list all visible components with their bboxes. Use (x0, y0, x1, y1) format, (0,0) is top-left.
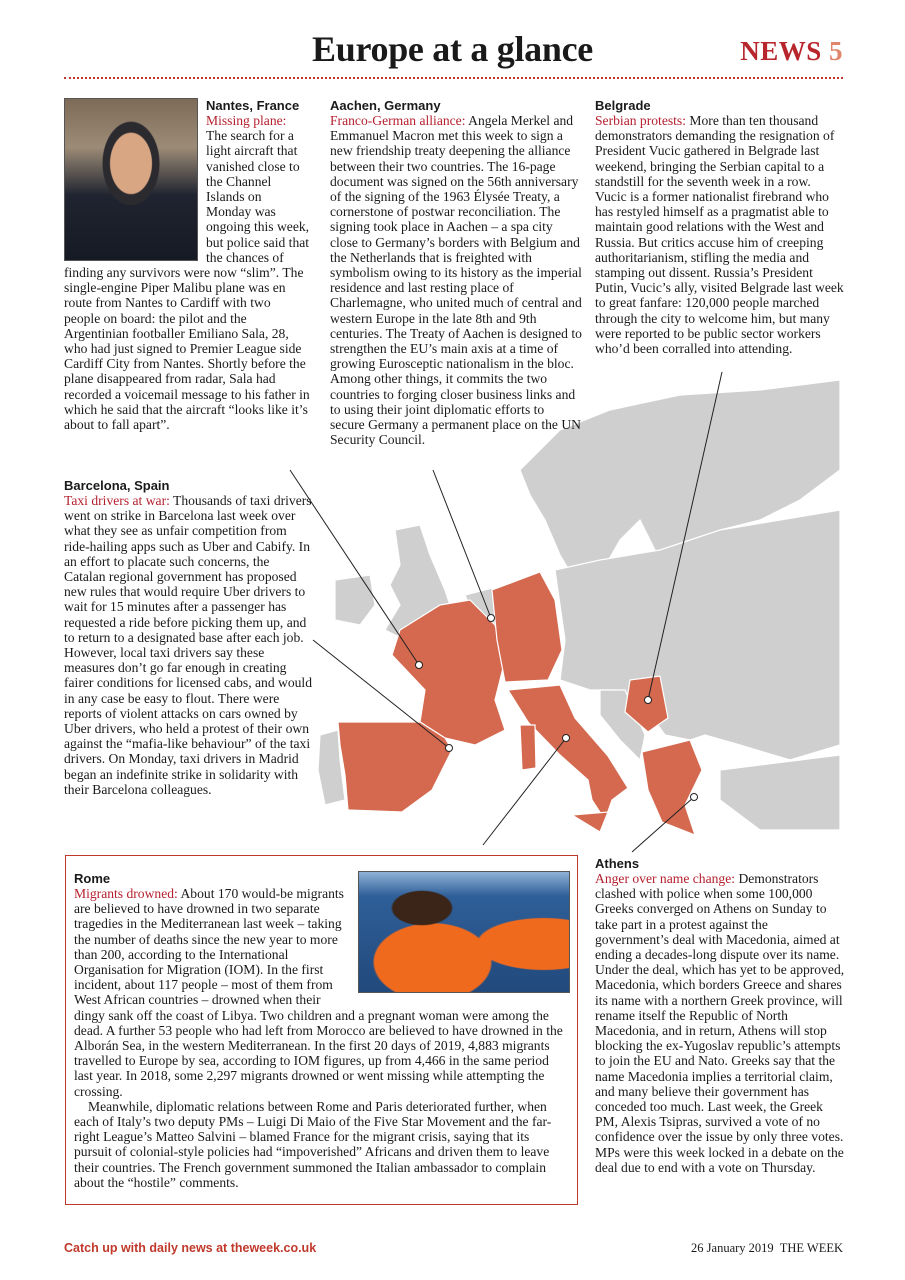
publication-name: THE WEEK (779, 1241, 843, 1255)
story-location: Rome (74, 871, 111, 886)
story-body: Demonstrators clashed with police when some 100,000 Greeks converged on Athens on Sunday to take part in a protest against the government’s deal with Macedonia, aimed at ending a decades-long dispute over its name. Under the deal, which has yet to be approved, Macedonia, which borders Greece and shares its name with a northern Greek province, will rename itself the Republic of North Macedonia, and in return, Athens will stop blocking the ex-Yugoslav republic’s attempts to join the EU and Nato. Greeks say that the name Macedonia implies a territorial claim, and many believe their government has conceded too much. Last week, the Greek PM, Alexis Tsipras, survived a vote of no confidence over the issue by only three votes. MPs were this week locked in a debate on the deal due to end with a vote on Thursday. (595, 871, 845, 1175)
story-kicker: Franco-German alliance: (330, 113, 466, 128)
story-kicker: Serbian protests: (595, 113, 686, 128)
story-location: Athens (595, 856, 640, 871)
marker-aachen (488, 615, 495, 622)
story-kicker: Taxi drivers at war: (64, 493, 170, 508)
emiliano-sala-photo (64, 98, 198, 261)
story-body: Angela Merkel and Emmanuel Macron met this week to sign a new friendship treaty deepening the alliance between their two countries. The 16-page document was signed on the 56th anniversary of the signing of the 1963 Élysée Treaty, a cornerstone of postwar reconciliation. The signing took place in Aachen – a spa city close to Germany’s borders with Belgium and the Netherlands that is freighted with symbolism owing to its history as the imperial residence and last resting place of Charlemagne, who united much of central and western Europe in the late 8th and 9th centuries. The Treaty of Aachen is designed to strengthen the EU’s main axis at a time of growing Eurosceptic nationalism in the bloc. Among other things, it commits the two countries to forging closer business links and to using their joint diplomatic efforts to secure Germany a permanent place on the UN Security Council. (330, 113, 582, 448)
footer-promo-link[interactable]: Catch up with daily news at theweek.co.uk (64, 1241, 317, 1255)
story-body: About 170 would-be migrants are believed to have drowned in two separate tragedies in the Mediterranean last week – taking the number of deaths since the new year to more than 200, according to the International Organisation for Migration (IOM). In the first incident, about 117 people – most of them from West African countries – drowned when their dingy sank off the coast of Libya. Two children and a pregnant woman were among the dead. A further 53 people who had left from Morocco are believed to have drowned in the Alborán Sea, in the western Mediterranean. In the first 20 days of 2019, 4,883 migrants travelled to Europe by sea, according to IOM figures, up from 4,466 in the same period last year. In 2018, some 2,297 migrants drowned or went missing while attempting the crossing. (74, 886, 563, 1099)
marker-belgrade (645, 697, 652, 704)
migrants-photo (358, 871, 570, 993)
map-turkey (720, 755, 840, 830)
footer-dateline (691, 1241, 843, 1256)
map-sardinia (520, 725, 536, 770)
story-location: Aachen, Germany (330, 98, 441, 113)
story-body: More than ten thousand demonstrators demanding the resignation of President Vucic gathered in Belgrade last weekend, bringing the Serbian capital to a standstill for the seventh week in a row. Vucic is a former nationalist firebrand who has restyled himself as a pragmatist able to maintain good relations with the West and Russia. But critics accuse him of creeping authoritarianism, stifling the media and stamping out dissent. Russia’s President Putin, Vucic’s ally, visited Belgrade last week to great fanfare: 120,000 people marched through the city to welcome him, but many were reported to be public sector workers who’d been corralled into attending. (595, 113, 844, 357)
map-sicily (572, 812, 608, 832)
story-nantes (64, 98, 310, 432)
page-title: Europe at a glance (312, 29, 593, 69)
map-greece (642, 740, 702, 835)
map-spain (338, 722, 452, 812)
story-location: Nantes, France (206, 98, 300, 113)
story-rome (74, 871, 570, 1190)
marker-barcelona (446, 745, 453, 752)
story-kicker: Anger over name change: (595, 871, 736, 886)
story-location: Belgrade (595, 98, 651, 113)
issue-date: 26 January 2019 (691, 1241, 774, 1255)
story-kicker: Migrants drowned: (74, 886, 178, 901)
section-name: NEWS (740, 36, 822, 66)
map-ireland (335, 575, 375, 625)
story-aachen (330, 98, 582, 447)
story-athens (595, 856, 845, 1175)
story-body: The search for a light aircraft that vanished close to the Channel Islands on Monday was ongoing this week, but police said that the chances of finding any survivors were now “slim”. The single-engine Piper Malibu plane was en route from Nantes to Cardiff with two people on board: the pilot and the Argentinian footballer Emiliano Sala, 28, who had just signed to Premier League side Cardiff City from Nantes. Shortly before the plane disappeared from radar, Sala had recorded a voicemail message to his father in which he said that the aircraft “looks like it’s about to fall apart”. (64, 128, 310, 433)
story-barcelona (64, 478, 314, 797)
story-location: Barcelona, Spain (64, 478, 170, 493)
marker-rome (563, 735, 570, 742)
marker-nantes (416, 662, 423, 669)
story-body: Thousands of taxi drivers went on strike in Barcelona last week over what they see as unfair competition from ride-hailing apps such as Uber and Cabify. In an effort to placate such concerns, the Catalan regional government has proposed new rules that would require Uber drivers to wait for 15 minutes after a passenger has requested a ride before picking them up, and to return to a designated base after each job. However, local taxi drivers say these measures don’t go far enough in creating fairer conditions for licensed cabs, and would in any case be easy to flout. There were reports of violent attacks on cars owned by Uber drivers, who held a protest of their own against the “mafia-like behaviour” of the taxi drivers. On Monday, taxi drivers in Madrid began an indefinite strike in solidarity with their Barcelona colleagues. (64, 493, 313, 797)
story-body-continued: Meanwhile, diplomatic relations between Rome and Paris deteriorated further, when each of Italy’s two deputy PMs – Luigi Di Maio of the Five Star Movement and the far-right League’s Matteo Salvini – blamed France for the migrant crisis, saying that its pursuit of colonial-style policies had “impoverished” Africans and driven them to leave their countries. The French government summoned the Italian ambassador to complain about the “hostile” comments. (74, 1098, 552, 1190)
map-germany (492, 572, 562, 682)
story-belgrade (595, 98, 845, 356)
page-number: 5 (829, 36, 843, 66)
marker-athens (691, 794, 698, 801)
story-kicker: Missing plane: (206, 113, 287, 128)
